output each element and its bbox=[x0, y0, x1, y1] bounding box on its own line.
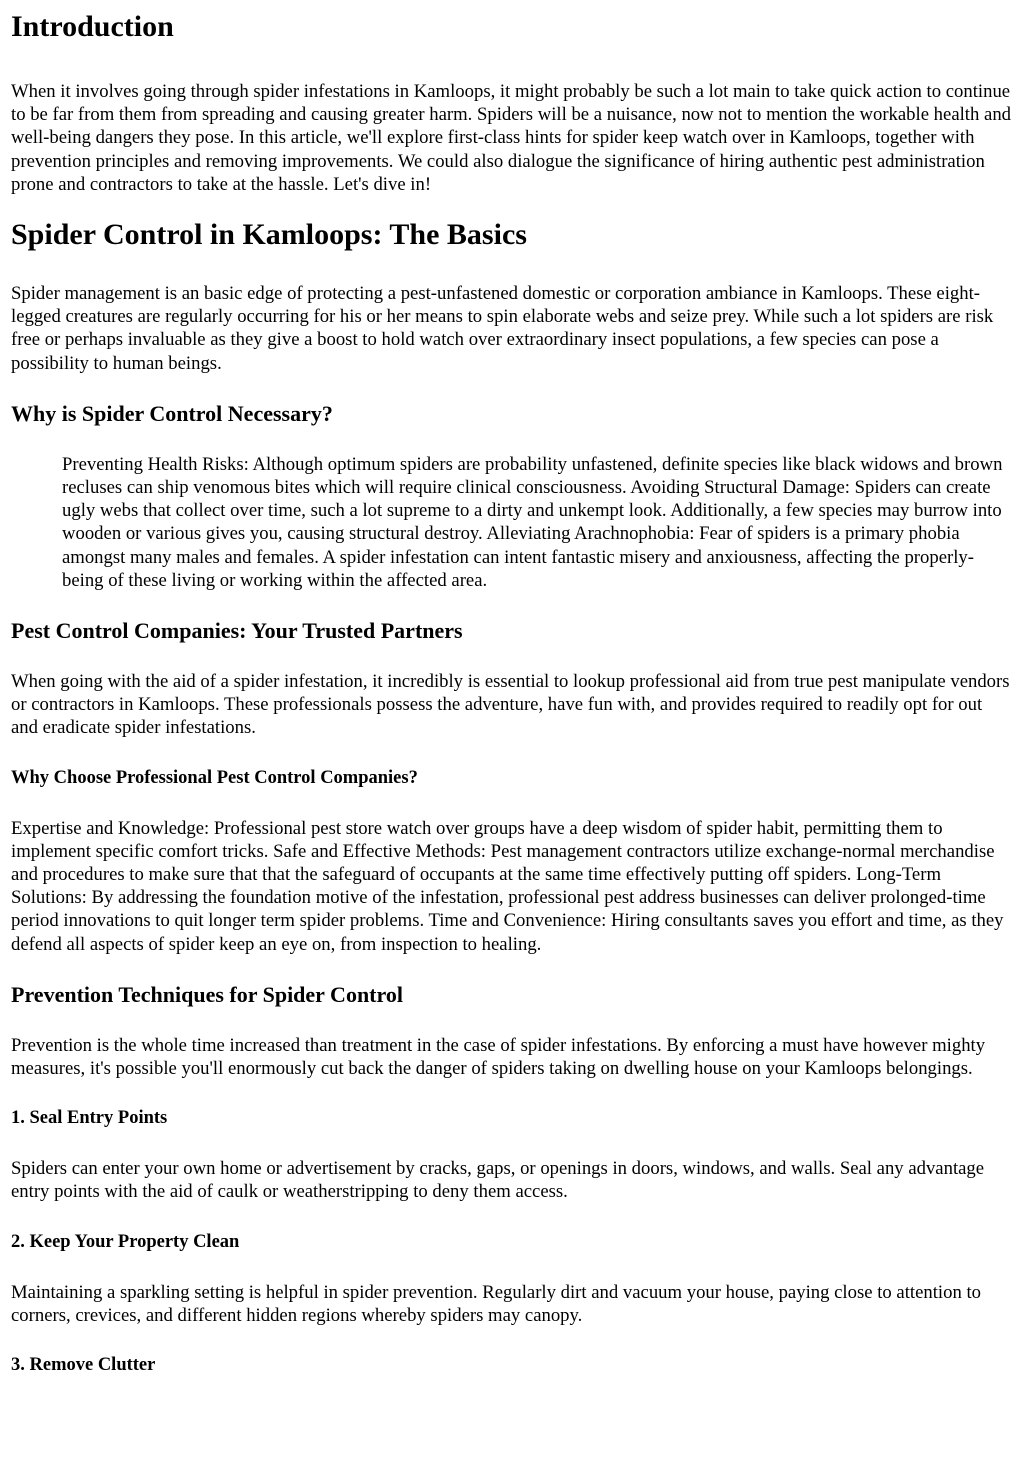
intro-paragraph: When it involves going through spider infestations in Kamloops, it might probably be such a lot main to take quick action to continue to be far from them from spreading and causing greater harm. Spiders will be a nuisance, now not to mention the workable health and well-being dangers they pose. In this article, we'll explore first-class hints for spider keep watch over in Kamloops, together with prevention principles and removing improvements. We could also dialogue the significance of hiring authentic pest administration prone and contractors to take at the hassle. Let's dive in! bbox=[11, 81, 1012, 195]
prevention-paragraph: Prevention is the whole time increased than treatment in the case of spider infestations. By enforcing a must have however mighty measures, it's possible you'll enormously cut back the danger of spiders taking on dwelling house on your Kamloops belongings. bbox=[11, 1034, 986, 1080]
partners-heading: Pest Control Companies: Your Trusted Partners bbox=[11, 618, 463, 644]
clutter-heading: 3. Remove Clutter bbox=[11, 1355, 156, 1376]
article bbox=[0, 10, 1024, 1376]
seal-paragraph: Spiders can enter your own home or advertisement by cracks, gaps, or openings in doors, windows, and walls. Seal any advantage entry points with the aid of caulk or weatherstripping to deny them access. bbox=[11, 1158, 985, 1203]
prevention-heading: Prevention Techniques for Spider Control bbox=[11, 981, 403, 1007]
why-necessary-quote: Preventing Health Risks: Although optimum spiders are probability unfastened, definite species like black widows and brown recluses can ship venomous bites which will require clinical consciousness. Avoiding Structural Damage: Spiders can create ugly webs that collect over time, such a lot supreme to a dirty and unkempt look. Additionally, a few species may burrow into wooden or various gives you, causing structural destroy. Alleviating Arachnophobia: Fear of spiders is a primary phobia amongst many males and females. A spider infestation can intent fantastic misery and anxiousness, affecting the properly-being of these living or working within the affected area. bbox=[62, 453, 1003, 591]
why-choose-paragraph: Expertise and Knowledge: Professional pest store watch over groups have a deep wisdom of spider habit, permitting them to implement specific comfort tricks. Safe and Effective Methods: Pest management contractors utilize exchange-normal merchandise and procedures to make sure that that the safeguard of occupants at the same time effectively putting off spiders. Long-Term Solutions: By addressing the foundation motive of the infestation, professional pest address businesses can deliver prolonged-time period innovations to quit longer term spider problems. Time and Convenience: Hiring consultants saves you effort and time, as they defend all aspects of spider keep an eye on, from inspection to healing. bbox=[11, 817, 1004, 955]
why-choose-heading: Why Choose Professional Pest Control Companies? bbox=[11, 767, 418, 788]
basics-heading: Spider Control in Kamloops: The Basics bbox=[11, 218, 527, 252]
intro-heading: Introduction bbox=[11, 10, 174, 43]
partners-paragraph: When going with the aid of a spider infestation, it incredibly is essential to lookup professional aid from true pest manipulate vendors or contractors in Kamloops. These professionals possess the adventure, have fun with, and provides required to readily opt for out and eradicate spider infestations. bbox=[11, 671, 1010, 739]
seal-heading: 1. Seal Entry Points bbox=[11, 1108, 168, 1129]
clean-paragraph: Maintaining a sparkling setting is helpful in spider prevention. Regularly dirt and vacuum your house, paying close to attention to corners, crevices, and different hidden regions whereby spiders may canopy. bbox=[11, 1281, 981, 1326]
basics-paragraph: Spider management is an basic edge of protecting a pest-unfastened domestic or corporation ambiance in Kamloops. These eight-legged creatures are regularly occurring for his or her means to spin elaborate webs and seize prey. While such a lot spiders are risk free or perhaps invaluable as they give a boost to hold watch over extraordinary insect populations, a few species can pose a possibility to human beings. bbox=[11, 283, 994, 374]
clean-heading: 2. Keep Your Property Clean bbox=[11, 1231, 240, 1252]
why-necessary-heading: Why is Spider Control Necessary? bbox=[11, 400, 333, 426]
